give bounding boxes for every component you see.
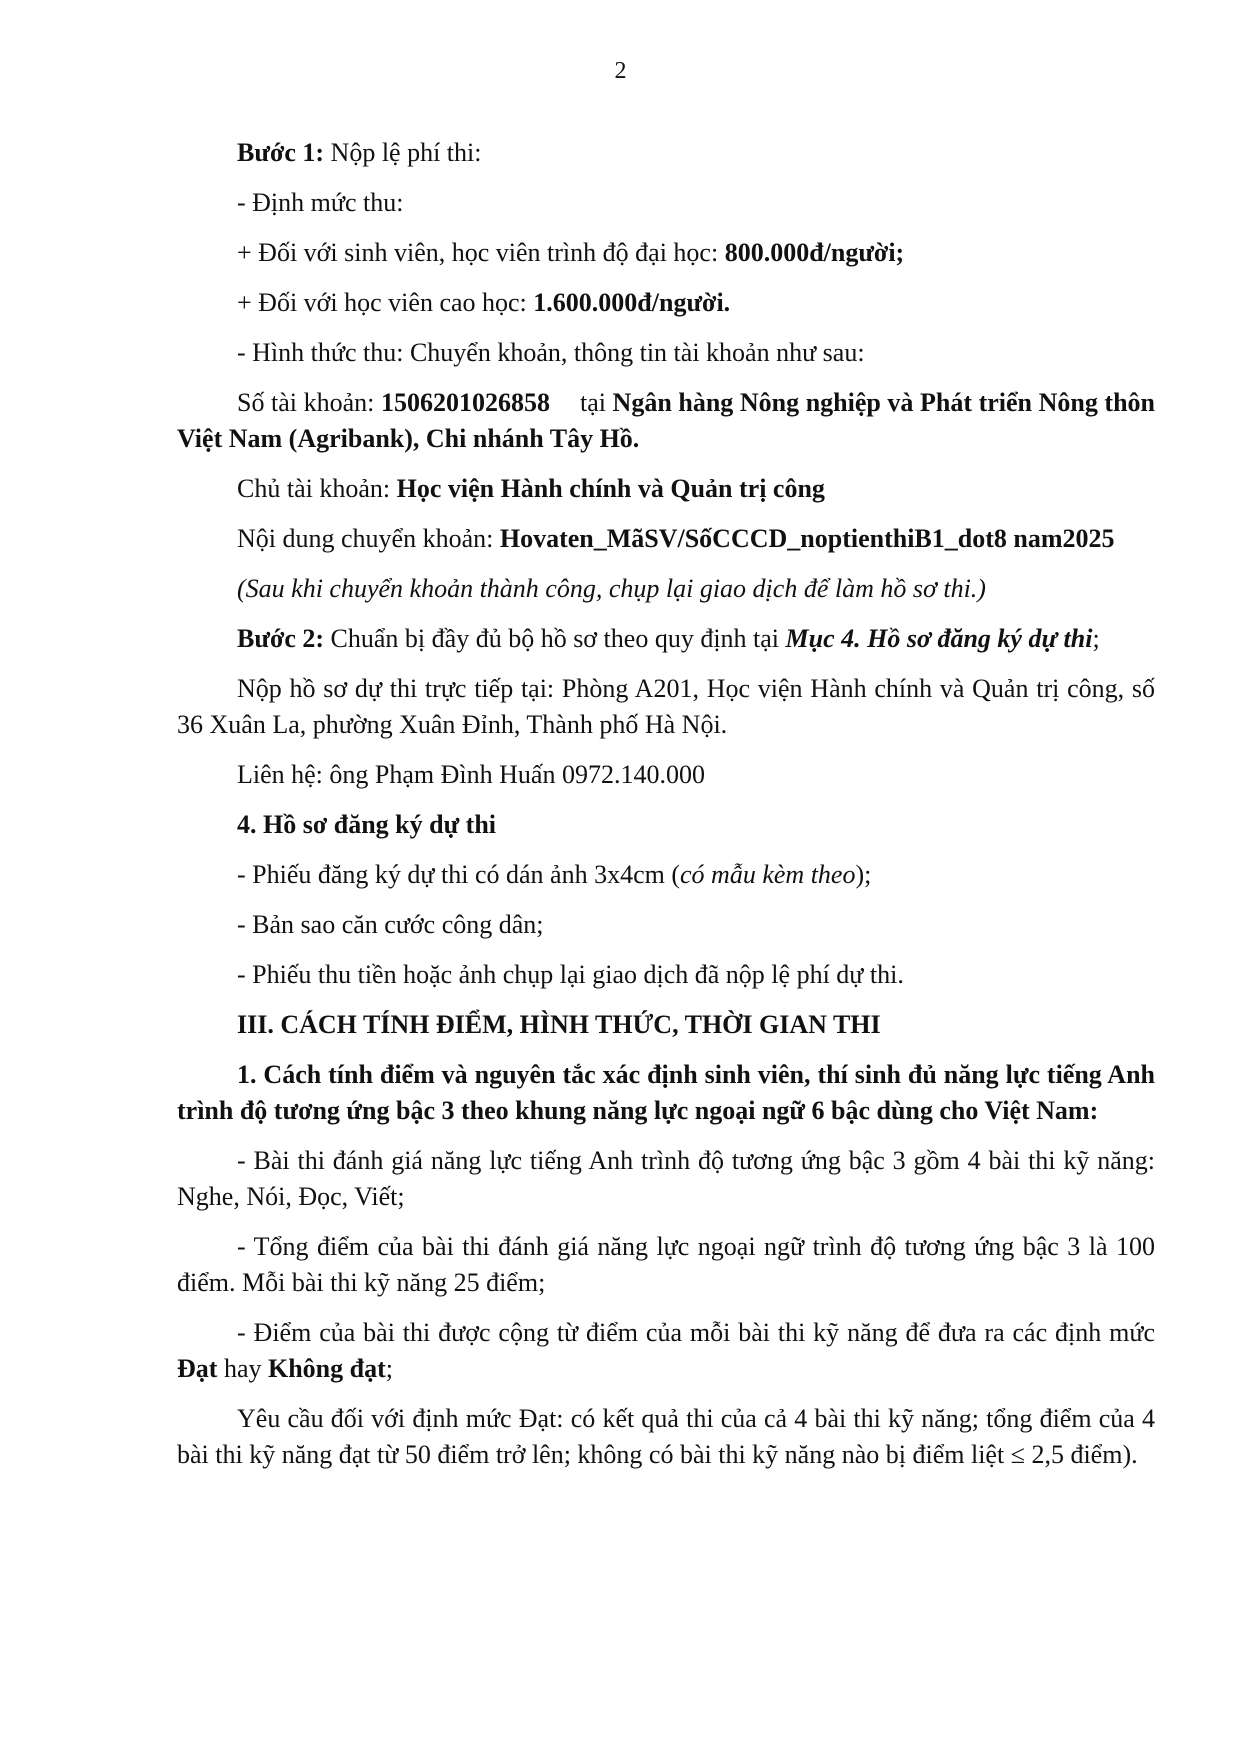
step2-label: Bước 2: xyxy=(237,624,325,653)
pass-label: Đạt xyxy=(177,1354,218,1383)
section4-item1-italic: có mẫu kèm theo xyxy=(680,860,856,889)
fee-heading: - Định mức thu: xyxy=(237,188,404,217)
account-holder-label: Chủ tài khoản: xyxy=(237,474,397,503)
section3-bullet3-mid: hay xyxy=(217,1354,268,1383)
account-holder-paragraph xyxy=(177,471,1155,507)
step2-end: ; xyxy=(1092,624,1100,653)
fee-undergrad-amount: 800.000đ/người; xyxy=(724,238,905,267)
section3-bullet3 xyxy=(177,1315,1155,1387)
fee-grad xyxy=(177,285,1155,321)
fee-undergrad xyxy=(177,235,1155,271)
transfer-content: Hovaten_MãSV/SốCCCD_noptienthiB1_dot8 nam2025 xyxy=(499,524,1115,553)
transfer-note xyxy=(177,571,1155,607)
section3-bullet3-end: ; xyxy=(385,1354,393,1383)
document-body xyxy=(177,135,1155,1487)
bank-name: Ngân hàng Nông nghiệp và Phát triển Nông thôn Việt Nam (Agribank), Chi nhánh Tây Hồ. xyxy=(177,388,1155,453)
step2-paragraph xyxy=(177,621,1155,657)
page-number: 2 xyxy=(614,58,627,84)
section4-item3: - Phiếu thu tiền hoặc ảnh chụp lại giao dịch đã nộp lệ phí dự thi. xyxy=(237,960,904,989)
step1-paragraph xyxy=(177,135,1155,171)
section3-bullet2: - Tổng điểm của bài thi đánh giá năng lực ngoại ngữ trình độ tương ứng bậc 3 là 100 điểm. Mỗi bài thi kỹ năng 25 điểm; xyxy=(177,1232,1155,1297)
step1-label: Bước 1: xyxy=(237,138,325,167)
section4-title xyxy=(177,807,1155,843)
transfer-content-paragraph xyxy=(177,521,1155,557)
pass-requirement: Yêu cầu đối với định mức Đạt: có kết quả thi của cả 4 bài thi kỹ năng; tổng điểm của 4 bài thi kỹ năng đạt từ 50 điểm trở lên; không có bài thi kỹ năng nào bị điểm liệt ≤ 2,5 điểm). xyxy=(177,1404,1155,1469)
fee-grad-amount: 1.600.000đ/người. xyxy=(533,288,731,317)
section3-sub1-text: 1. Cách tính điểm và nguyên tắc xác định sinh viên, thí sinh đủ năng lực tiếng Anh trình độ tương ứng bậc 3 theo khung năng lực ngoại ngữ 6 bậc dùng cho Việt Nam: xyxy=(177,1060,1155,1125)
section4-item1-end: ); xyxy=(855,860,872,889)
section4-item1-text: - Phiếu đăng ký dự thi có dán ảnh 3x4cm ( xyxy=(237,860,681,889)
transfer-note-text: (Sau khi chuyển khoản thành công, chụp lại giao dịch để làm hồ sơ thi.) xyxy=(237,574,986,603)
transfer-content-label: Nội dung chuyển khoản: xyxy=(237,524,500,553)
section3-title xyxy=(177,1007,1155,1043)
section3-bullet1: - Bài thi đánh giá năng lực tiếng Anh trình độ tương ứng bậc 3 gồm 4 bài thi kỹ năng: Nghe, Nói, Đọc, Viết; xyxy=(177,1146,1155,1211)
fee-grad-text: + Đối với học viên cao học: xyxy=(237,288,534,317)
step2-text: Chuẩn bị đầy đủ bộ hồ sơ theo quy định tại xyxy=(324,624,786,653)
account-number: 1506201026858 xyxy=(380,388,550,417)
section3-bullet3-text: - Điểm của bài thi được cộng từ điểm của mỗi bài thi kỹ năng để đưa ra các định mức xyxy=(237,1318,1155,1347)
fee-undergrad-text: + Đối với sinh viên, học viên trình độ đại học: xyxy=(237,238,725,267)
account-at: tại xyxy=(579,388,613,417)
submit-location: Nộp hồ sơ dự thi trực tiếp tại: Phòng A201, Học viện Hành chính và Quản trị công, số 36 Xuân La, phường Xuân Đỉnh, Thành phố Hà Nội. xyxy=(177,674,1155,739)
fail-label: Không đạt xyxy=(267,1354,386,1383)
step2-reference: Mục 4. Hồ sơ đăng ký dự thi xyxy=(785,624,1093,653)
section3-title-text: III. CÁCH TÍNH ĐIỂM, HÌNH THỨC, THỜI GIAN THI xyxy=(237,1010,881,1039)
section3-sub1 xyxy=(177,1057,1155,1129)
account-number-paragraph xyxy=(177,385,1155,457)
contact: Liên hệ: ông Phạm Đình Huấn 0972.140.000 xyxy=(237,760,705,789)
section4-title-text: 4. Hồ sơ đăng ký dự thi xyxy=(237,810,497,839)
account-holder: Học viện Hành chính và Quản trị công xyxy=(396,474,825,503)
payment-method: - Hình thức thu: Chuyển khoản, thông tin tài khoản như sau: xyxy=(237,338,865,367)
section4-item2: - Bản sao căn cước công dân; xyxy=(237,910,544,939)
account-number-label: Số tài khoản: xyxy=(237,388,381,417)
section4-item1 xyxy=(177,857,1155,893)
step1-text: Nộp lệ phí thi: xyxy=(324,138,482,167)
